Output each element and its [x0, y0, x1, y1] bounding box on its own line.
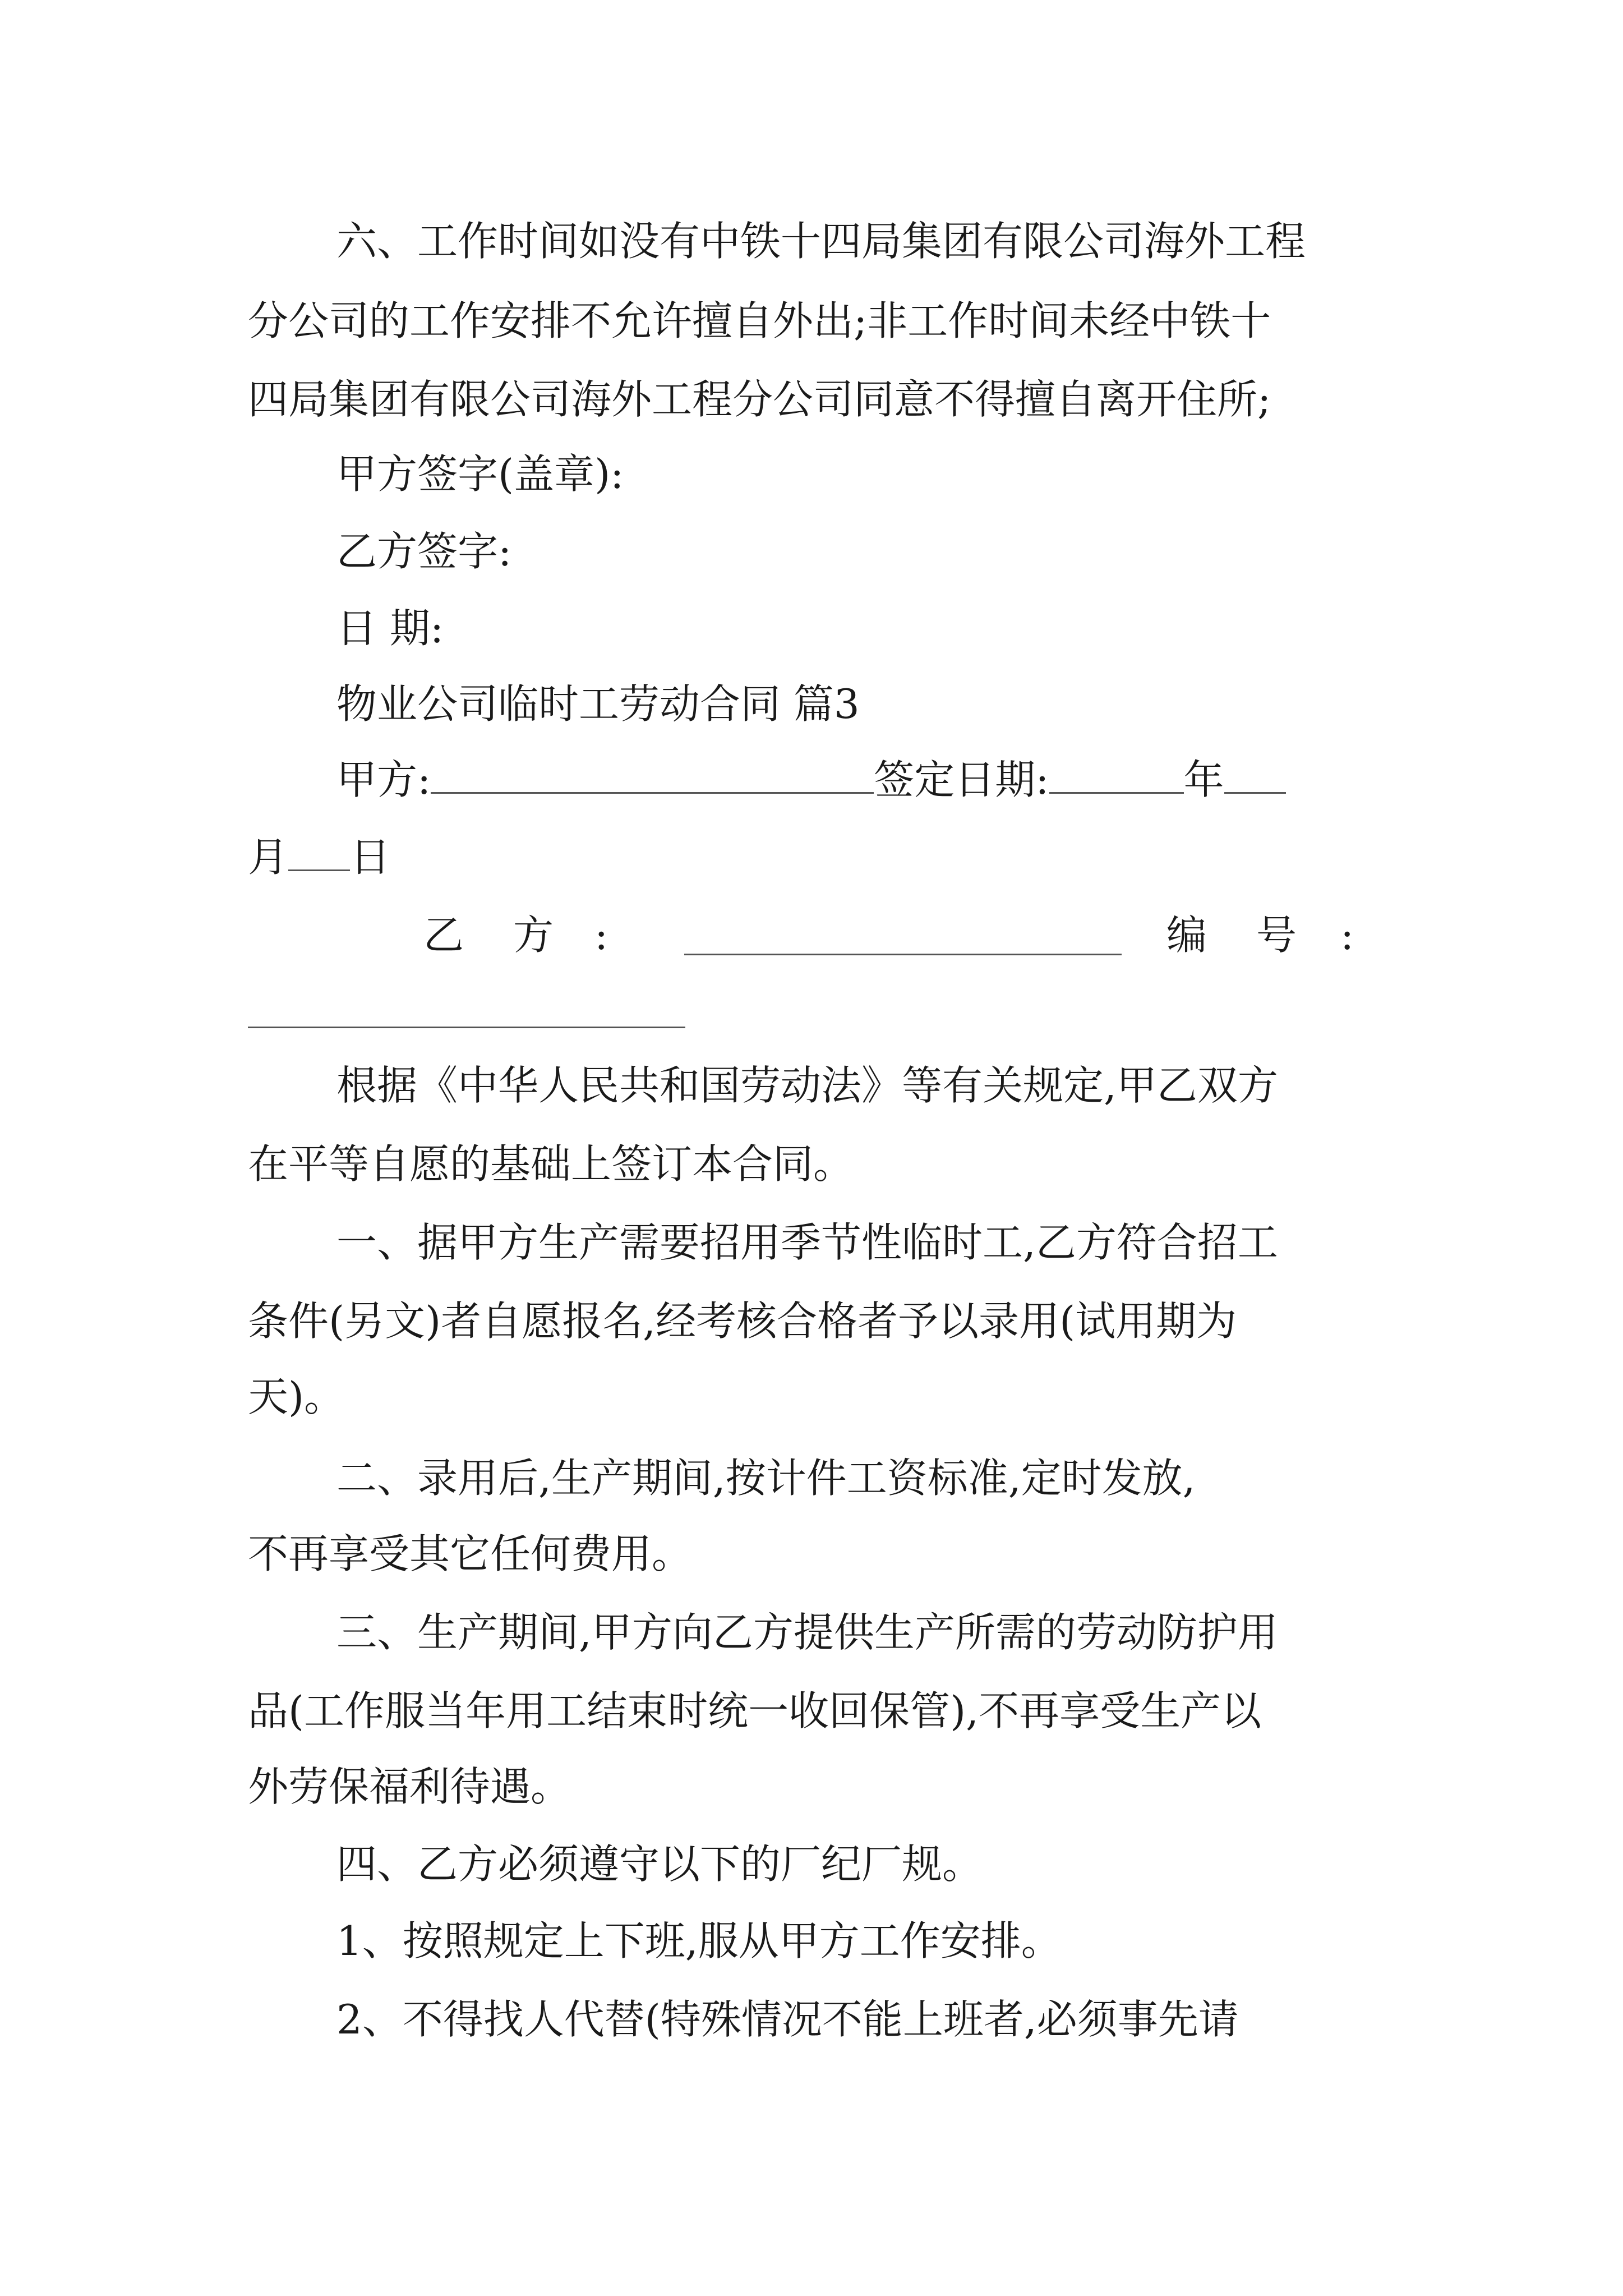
month-blank — [1224, 757, 1286, 794]
number-label-1: 编 — [1166, 912, 1207, 959]
paragraph-line: 二、录用后,生产期间,按计件工资标准,定时发放, — [336, 1455, 1196, 1502]
party-b-label-1: 乙 — [423, 912, 464, 959]
party-a-label: 甲方: — [336, 756, 431, 803]
day-label: 日 — [350, 834, 391, 881]
sign-date-label: 签定日期: — [874, 756, 1049, 803]
paragraph-line: 在平等自愿的基础上签订本合同。 — [248, 1140, 854, 1188]
party-a-blank — [431, 757, 874, 794]
paragraph-line: 不再享受其它任何费用。 — [248, 1530, 693, 1577]
list-item: 2、不得找人代替(特殊情况不能上班者,必须事先请 — [336, 1996, 1239, 2043]
number-blank — [248, 1027, 685, 1028]
number-label-2: 号 — [1256, 912, 1297, 959]
date-row — [248, 832, 390, 882]
day-blank — [288, 835, 350, 871]
signature-date: 日 期: — [336, 605, 444, 652]
party-b-label-2: 方 — [513, 912, 554, 959]
number-colon: : — [1340, 912, 1354, 959]
paragraph-line: 三、生产期间,甲方向乙方提供生产所需的劳动防护用 — [336, 1609, 1278, 1656]
party-b-colon: : — [594, 912, 608, 959]
paragraph-line: 天)。 — [248, 1373, 345, 1420]
signature-party-a: 甲方签字(盖章): — [336, 450, 624, 498]
signature-party-b: 乙方签字: — [336, 528, 512, 575]
paragraph-line: 条件(另文)者自愿报名,经考核合格者予以录用(试用期为 — [248, 1297, 1237, 1345]
list-item: 1、按照规定上下班,服从甲方工作安排。 — [336, 1917, 1062, 1964]
year-label: 年 — [1183, 756, 1224, 803]
paragraph-line: 外劳保福利待遇。 — [248, 1763, 571, 1810]
month-label: 月 — [248, 834, 289, 881]
year-blank — [1049, 757, 1184, 794]
party-b-blank — [684, 954, 1122, 955]
party-a-row — [336, 754, 1286, 805]
section-title: 物业公司临时工劳动合同 篇3 — [336, 680, 860, 728]
paragraph-line: 分公司的工作安排不允许擅自外出;非工作时间未经中铁十 — [248, 297, 1271, 344]
paragraph-line: 根据《中华人民共和国劳动法》等有关规定,甲乙双方 — [336, 1062, 1278, 1109]
paragraph-line: 四局集团有限公司海外工程分公司同意不得擅自离开住所; — [248, 376, 1271, 423]
paragraph-line: 六、工作时间如没有中铁十四局集团有限公司海外工程 — [336, 218, 1306, 265]
paragraph-line: 品(工作服当年用工结束时统一收回保管),不再享受生产以 — [248, 1687, 1262, 1734]
paragraph-line: 一、据甲方生产需要招用季节性临时工,乙方符合招工 — [336, 1219, 1278, 1266]
paragraph-line: 四、乙方必须遵守以下的厂纪厂规。 — [336, 1841, 983, 1888]
